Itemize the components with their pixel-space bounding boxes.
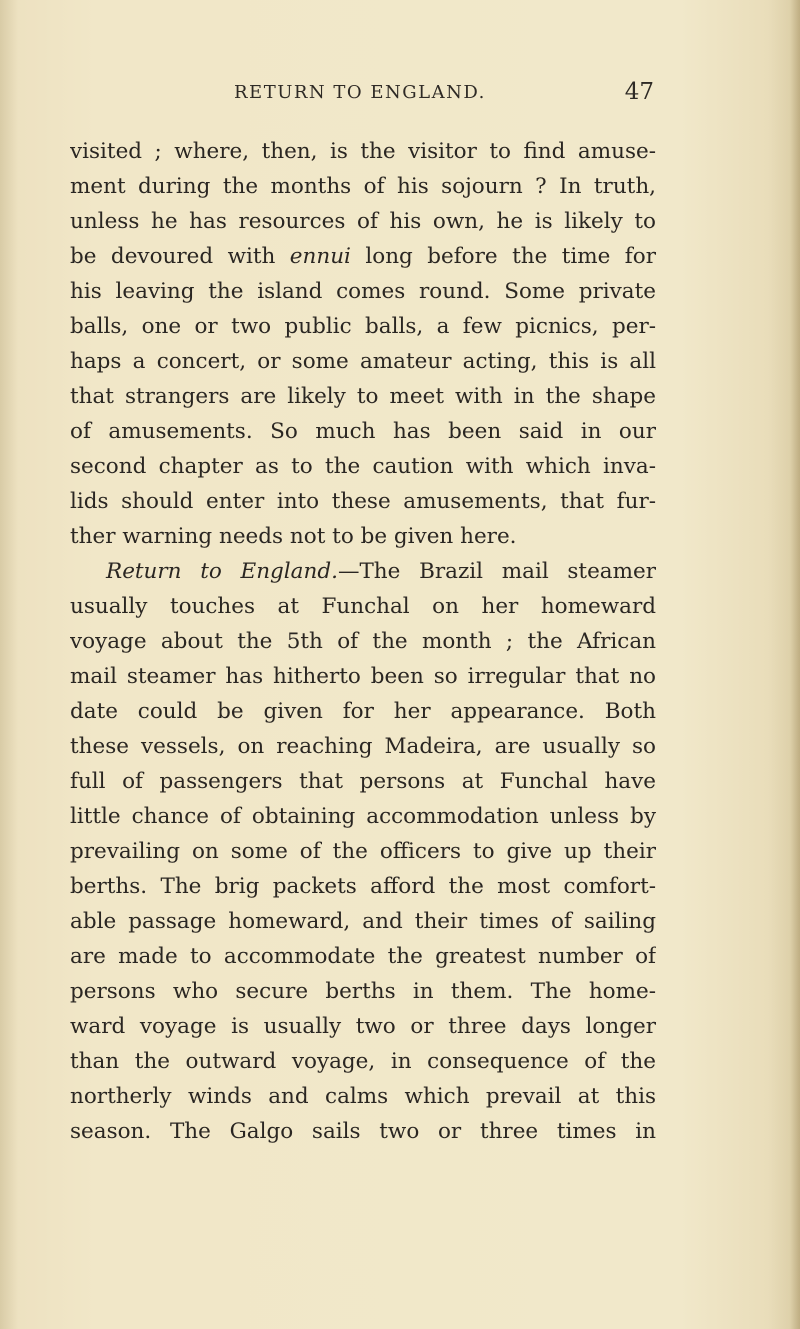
page-header (68, 79, 656, 114)
text-line-28: northerly winds and calms which prevail at this (70, 1084, 656, 1109)
text-line-18: these vessels, on reaching Madeira, are usually so (70, 734, 656, 759)
text-line-26: ward voyage is usually two or three days longer (70, 1014, 656, 1039)
text-line-12: ther warning needs not to be given here. (70, 524, 517, 549)
text-line-25: persons who secure berths in them. The home- (70, 979, 656, 1004)
body-text (70, 134, 656, 1149)
text-line-19: full of passengers that persons at Funchal have (70, 769, 656, 794)
text-line-2: ment during the months of his sojourn ? In truth, (70, 174, 656, 199)
text-line-15: voyage about the 5th of the month ; the African (70, 629, 656, 654)
page-number: 47 (624, 79, 654, 105)
text-line-7: haps a concert, or some amateur acting, this is all (70, 349, 656, 374)
section-heading-line (70, 554, 656, 589)
section-heading: Return to England. (106, 559, 338, 584)
text-line-6: balls, one or two public balls, a few picnics, per- (70, 314, 656, 339)
text-line-4 (70, 239, 656, 274)
text-line-23: able passage homeward, and their times of sailing (70, 909, 656, 934)
running-title: RETURN TO ENGLAND. (234, 82, 486, 103)
text-line-14: usually touches at Funchal on her homeward (70, 594, 656, 619)
text-line-29: season. The Galgo sails two or three times in (70, 1119, 656, 1144)
text-line-17: date could be given for her appearance. Both (70, 699, 656, 724)
text-line-1: visited ; where, then, is the visitor to find amuse- (70, 139, 656, 164)
text-line-11: lids should enter into these amusements, that fur- (70, 489, 656, 514)
text-line-24: are made to accommodate the greatest number of (70, 944, 656, 969)
text-line-20: little chance of obtaining accommodation unless by (70, 804, 656, 829)
text-line-27: than the outward voyage, in consequence of the (70, 1049, 656, 1074)
text-line-21: prevailing on some of the officers to give up their (70, 839, 656, 864)
text-line-4-end: long before the time for (350, 244, 656, 269)
text-line-9: of amusements. So much has been said in our (70, 419, 656, 444)
section-heading-rest: —The Brazil mail steamer (337, 559, 656, 584)
text-line-8: that strangers are likely to meet with in the shape (70, 384, 656, 409)
text-line-10: second chapter as to the caution with which inva- (70, 454, 656, 479)
text-line-3: unless he has resources of his own, he is likely to (70, 209, 656, 234)
text-line-4-start: be devoured with (70, 244, 290, 269)
gutter-shadow (0, 0, 18, 1329)
text-line-16: mail steamer has hitherto been so irregular that no (70, 664, 656, 689)
ennui-word: ennui (289, 244, 351, 269)
text-line-22: berths. The brig packets afford the most comfort- (70, 874, 656, 899)
page-edge (790, 0, 800, 1329)
text-line-5: his leaving the island comes round. Some private (70, 279, 656, 304)
